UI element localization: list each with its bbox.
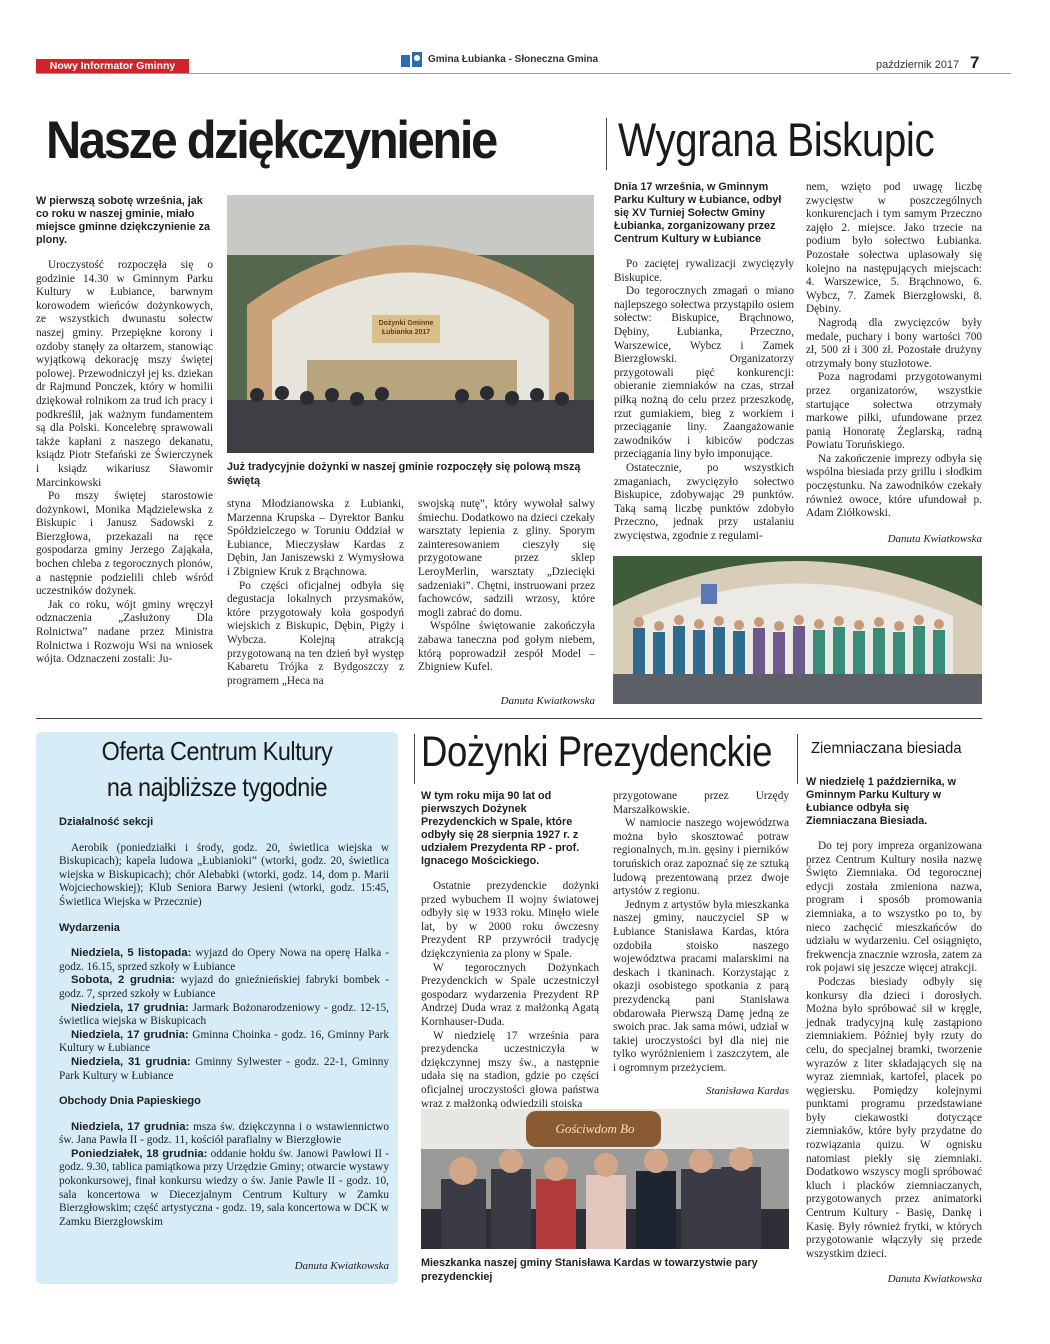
headline-biskupic: Wygrana Biskupic [618, 113, 935, 166]
event-text: oddanie hołdu św. Janowi Pawłowi II - godz. 9.30, tablica pamiątkowa przy Urzędzie Gminy; otwarcie wystawy pokonkursowej, finał konkursu wiedzy o św. Janie Pawle II - godz. 10, sala koncertowa w Diecezjalnym Centrum Kultury w Zamku Bierzgłowskim; część artystyczna - godz. 19, sala koncertowa w DCK w Zamku Bierzgłowskim [59, 1147, 389, 1228]
photo-banner-text: Dożynki Gminne Łubianka 2017 [378, 320, 434, 336]
paragraph: Na zakończenie imprezy odbyła się wspólna biesiada przy grillu i słodkim poczęstunku. Na zawodników czekały również owoce, które ufundował p. Adam Ziółkowski. [806, 452, 982, 520]
divider-middle-left [414, 734, 415, 784]
body-dziekczynienie-col2 [227, 498, 404, 688]
paragraph: Poza nagrodami przygotowanymi przez organizatorów, wszystkie startujące sołectwa otrzymały markowe piłki, ufundowane przez panią Honoratę Żeglarską, radną Powiatu Toruńskiego. [806, 371, 982, 452]
signature-biskupic: Danuta Kwiatkowska [887, 533, 982, 545]
offer-event-item [59, 1002, 389, 1029]
signature-offer: Danuta Kwiatkowska [294, 1260, 389, 1272]
offer-title-1: Oferta Centrum Kultury [101, 736, 333, 766]
middle-col-1 [421, 790, 599, 1111]
logo-mark-icon [400, 50, 424, 68]
event-text: wyjazd do gnieźnieńskiej fabryki bombek - godz. 7, sprzed szkoły w Łubiance [59, 974, 389, 1000]
right-col-1 [614, 181, 794, 543]
section-tag-label: Nowy Informator Gminny [49, 60, 176, 72]
paragraph: styna Młodzianowska z Łubianki, Marzenna Krupska – Dyrektor Banku Spółdzielczego w Toruniu Oddział w Łubiance, Mieczysław Kardas z Dębin, Jan Janiszewski z Wymysłowa i Zbigniew Kruk z Brąchnowa. [227, 498, 404, 578]
signature-prezydenckie: Stanisława Kardas [705, 1085, 789, 1097]
page-number: 7 [970, 53, 980, 72]
paragraph: przygotowane przez Urzędy Marszałkowskie. [613, 790, 789, 816]
event-date: Niedziela, 31 grudnia: [71, 1055, 191, 1068]
body-biskupic-col1 [614, 258, 794, 543]
offer-event-item [59, 947, 389, 974]
lead-dziekczynienie: W pierwszą sobotę września, jak co roku w naszej gminie, miało miejsce gminne dziękczynienie za plony. [36, 195, 211, 246]
headline-prezydenckie: Dożynki Prezydenckie [421, 728, 773, 776]
offer-events-list [59, 947, 389, 1083]
paragraph: Do tej pory impreza organizowana przez Centrum Kultury nosiła nazwę Święto Ziemniaka. Od tegorocznej edycji została zmieniona nazwa, program i sposób promowania ziemniaka, a to wszystko po to, by nieco zachęcić mieszkańców do udziału w wydarzeniu. Cel osiągnięto, frekwencja znacznie wzrosła, zatem za rok pojawi się jeszcze więcej atrakcji. [806, 840, 982, 975]
headline-ziemniaczana: Ziemniaczana biesiada [811, 740, 962, 757]
body-prezydenckie-col1 [421, 880, 599, 1111]
lead-prezydenckie: W tym roku mija 90 lat od pierwszych Dożynek Prezydenckich w Spale, które odbyły się 28 sierpnia 1927 r. z udziałem Prezydenta RP - prof. Ignacego Mościckiego. [421, 790, 580, 867]
body-prezydenckie-col2 [613, 790, 789, 1075]
paragraph: Podczas biesiady odbyły się konkursy dla dzieci i dorosłych. Można było spróbować sił w kręgle, jednak tradycyjną kulę zastąpiono ziemniakiem. Później były rzuty do celu, do specjalnej bramki, tworzenie wyrazów z liter składających się na wyraz ziemniak, kartofel, placek po węgiersku. Pomiędzy kolejnymi punktami programu przedstawiane były ciekawostki dotyczące ziemniaków, które były przydatne do rozwiązania quizu. W ognisku natomiast piekły się ziemniaki. Dodatkowo wszyscy mogli spróbować kluch i placków ziemniaczanych, przygotowanych przez animatorki Centrum Kultury - Basię, Dankę i Kasię. Były również frytki, w których przygotowanie włączyły się przede wszystkim dzieci. [806, 975, 982, 1260]
offer-papal-list [59, 1121, 389, 1230]
logo-text: Gmina Łubianka - Słoneczna Gmina [428, 54, 599, 65]
paragraph: Nagrodą dla zwycięzców były medale, puchary i bony wartości 700 zł, 500 zł i 300 zł. Pozostałe drużyny otrzymały bony stuzłotowe. [806, 316, 982, 370]
lead-ziemniaczana: W niedzielę 1 października, w Gminnym Parku Kultury w Łubiance odbyła się Ziemniaczana Biesiada. [806, 776, 956, 827]
paragraph: W namiocie naszego województwa można było skosztować potraw regionalnych, m.in. gęsiny i pierników toruńskich oraz zapoznać się ze sztuką ludową prezentowaną przez dwoje artystów z regionu. [613, 817, 789, 898]
photo-group-image [613, 556, 982, 704]
paragraph: swojską nutę”, który wywołał salwy śmiechu. Dodatkowo na dzieci czekały warsztaty lepienia z gliny. Sporym zainteresowaniem cieszyły się przygotowane przez sklep LeroyMerlin, warsztaty „Dziecięki sadzeniaki”. Chętni, instruowani przez fachowców, sadzili wrzosy, które mogli zabrać do domu. [418, 498, 595, 619]
offer-content [59, 816, 389, 1229]
paragraph: Po mszy świętej starostowie dożynkowi, Monika Mądzielewska z Biskupic i Janusz Sadowski z Bierzgłowa, przekazali na ręce gospodarza gminy Jerzego Zająkała, bochen chleba z tegorocznych plonów, a następnie podzielili chleb wśród uczestników dożynek. [36, 490, 213, 598]
paragraph: Wspólne świętowanie zakończyła zabawa taneczna pod gołym niebem, którą poprowadził zespół Model – Zbigniew Kufel. [418, 620, 595, 674]
paragraph: Po zaciętej rywalizacji zwycięzyły Biskupice. [614, 258, 794, 284]
offer-sections-text: Aerobik (poniedziałki i środy, godz. 20, świetlica wiejska w Biskupicach); kapela ludowa „Łubianioki” (wtorki, godz. 20, świetlica wiejska w Biskupicach); chór Alebabki (wtorki, godz. 14, dom p. Marii Wojciechowskiej); Klub Seniora Barwy Jesieni (wtorki, godz. 15:45, Świetlica Wiejska w Przecznie) [59, 841, 389, 908]
signature-ziemniaczana: Danuta Kwiatkowska [887, 1273, 982, 1285]
paragraph: Do tegorocznych zmagań o miano najlepszego sołectwa przystąpiło osiem sołectw: Biskupice, Brąchnowo, Dębiny, Łubianka, Przeczno, Warszewice, Wybcz i Zamek Bierzgłowski. Organizatorzy przygotowali pięć konkurencji: obieranie ziemniaków na czas, strzał piłką nożną do celu przez przeszkodę, rzut gumiakiem, bieg z workiem i przeciąganie liny. Zaangażowanie zawodników i kibiców podczas przeciągania liny było imponujące. [614, 285, 794, 461]
header-rule [36, 73, 1011, 74]
offer-heading-sections: Działalność sekcji [59, 816, 154, 828]
paragraph: Jednym z artystów była mieszkanka naszej gminy, nauczyciel SP w Łubiance Stanisława Kardas, która ozdobiła stoisko naszego województwa pracami malarskimi na deskach i tkaninach. Korzystając z okazji osobistego spotkania z parą prezydencką pani Stanisława obdarowała Pierwszą Damę jedną ze swoich prac. Jak sama mówi, udział w takiej uroczystości był dla niej nie tylko wyróżnieniem i zaszczytem, ale i ogromnym przeżyciem. [613, 898, 789, 1074]
headline-divider [606, 118, 607, 170]
event-date: Niedziela, 17 grudnia: [71, 1120, 190, 1133]
offer-heading-events: Wydarzenia [59, 921, 120, 934]
paragraph: Jak co roku, wójt gminy wręczył odznaczenia „Zasłużony Dla Rolnictwa” nadane przez Ministra Rolnictwa i Rozwoju Wsi na wniosek wójta. Odznaczeni zostali: Ju- [36, 598, 213, 666]
offer-heading-papal: Obchody Dnia Papieskiego [59, 1095, 201, 1108]
section-tag [36, 59, 189, 74]
paragraph: W niedzielę 17 września para prezydencka uczestniczyła w dziękczynnej mszy św., a następnie udała się na stadion, gdzie po części oficjalnej uroczystości głowa państwa wraz z małżonką odwiedzili stoiska [421, 1029, 599, 1110]
event-date: Niedziela, 17 grudnia: [71, 1028, 189, 1041]
offer-event-item [59, 1121, 389, 1148]
event-text: msza św. dziękczynna i o wstawiennictwo św. Jana Pawła II - godz. 11, kościół parafialny w Bierzgłowie [59, 1120, 389, 1147]
body-biskupic-col2 [806, 181, 982, 521]
event-date: Poniedziałek, 18 grudnia: [71, 1147, 208, 1160]
event-text: Gminny Sylwester - godz. 22-1, Gminny Park Kultury w Łubiance [59, 1055, 390, 1082]
section-separator [36, 718, 982, 719]
body-dziekczynienie-col1 [36, 259, 213, 667]
headline-dziekczynienie: Nasze dziękczynienie [46, 111, 496, 170]
event-date: Niedziela, 17 grudnia: [71, 1001, 189, 1014]
photo-sign-text: Gościwdom Bo [555, 1121, 635, 1136]
paragraph: Uroczystość rozpoczęła się o godzinie 14.30 w Gminnym Parku Kultury w Łubiance, barwnym korowodem wieńców dożynkowych, ze wszystkich dwunastu sołectw naszej gminy. Przepiękne korony i ozdoby stanęły za ołtarzem, stanowiąc wyjątkową dekorację mszy świętej polowej. Przewodniczył jej ks. dziekan dr Rajmund Ponczek, który w homilii dziękował rolnikom za trud ich pracy i podkreślił, jak ważnym fundamentem są dla Polski. Koncelebrę sprawowali także kapłani z naszego dekanatu, ksiądz Piotr Stefański ze Świerczynek i ksiądz wikariusz Sławomir Marcinkowski [36, 259, 213, 489]
lead-biskupic: Dnia 17 września, w Gminnym Parku Kultury w Łubiance, odbył się XV Turniej Sołectw Gminy Łubianka, zorganizowany przez Centrum Kultury w Łubiance [614, 181, 782, 245]
offer-event-item [59, 1148, 389, 1230]
event-text: Jarmark Bożonarodzeniowy - godz. 12-15, świetlica wiejska w Biskupicach [59, 1001, 389, 1028]
paragraph: Ostatecznie, po wszystkich zmaganiach, zwycięzyło sołectwo Biskupice, zdobywając 29 punktów. Taką samą liczbę punktów zdobyło Przeczno, jednak przy ustalaniu zwycięstwa, zgodnie z regulami- [614, 461, 794, 542]
paragraph: nem, wzięto pod uwagę liczbę zwycięstw w poszczególnych konkurencjach i tym samym Przeczno zajęło 2. miejsce. Jako trzecie na podium było sołectwo Łubianka. Pozostałe sołectwa uplasowały się kolejno na następujących miejscach: 4. Warszewice, 5. Brąchnowo, 6. Wybcz, 7. Zamek Bierzgłowski, 8. Dębiny. [806, 181, 982, 316]
paragraph: Ostatnie prezydenckie dożynki przed wybuchem II wojny światowej odbyły się w 1933 roku. Minęło wiele lat, by w 2000 roku ówczesny Prezydent RP przywrócił tradycję dziękczynienia za plony w Spale. [421, 880, 599, 960]
photo-mass [227, 195, 594, 453]
offer-title-2: na najbliższe tygodnie [106, 772, 328, 802]
body-dziekczynienie-col3 [418, 498, 595, 675]
potato-col [806, 776, 982, 1261]
issue-date: październik 2017 [876, 59, 960, 71]
photo-presidential [421, 1109, 789, 1249]
offer-box [36, 732, 398, 1284]
event-text: wyjazd do Opery Nowa na operę Halka - godz. 16.15, sprzed szkoły w Łubiance [59, 947, 389, 973]
offer-event-item [59, 1056, 389, 1083]
logo [400, 50, 424, 68]
event-date: Sobota, 2 grudnia: [71, 974, 176, 987]
paragraph: W tegorocznych Dożynkach Prezydenckich w Spale uczestniczył gospodarz wydarzenia Prezydent RP Andrzej Duda wraz z małżonką Agatą Kornhauser-Duda. [421, 961, 599, 1028]
body-ziemniaczana [806, 840, 982, 1261]
photo-group-biskupic [613, 556, 982, 704]
signature-dziekczynienie: Danuta Kwiatkowska [500, 695, 595, 707]
left-col-1 [36, 195, 213, 667]
offer-event-item [59, 1029, 389, 1056]
photo-caption-mass: Już tradycyjnie dożynki w naszej gminie rozpoczęły się polową mszą świętą [227, 461, 581, 487]
event-text: Gminna Choinka - godz. 16, Gminny Park Kultury w Łubiance [59, 1028, 389, 1055]
paragraph: Po części oficjalnej odbyła się degustacja lokalnych przysmaków, które przygotowały koła gospodyń wiejskich z Biskupic, Dębin, Pigży i Wybcza. Kolejną atrakcją przygotowaną na ten dzień był występ Kabaretu Trójka z Bydgoszczy z programem „Heca na [227, 579, 404, 687]
photo-caption-presidential: Mieszkanka naszej gminy Stanisława Kardas w towarzystwie pary prezydenckiej [421, 1257, 758, 1283]
event-date: Niedziela, 5 listopada: [71, 947, 192, 960]
offer-event-item [59, 974, 389, 1001]
divider-middle-right [797, 734, 798, 784]
